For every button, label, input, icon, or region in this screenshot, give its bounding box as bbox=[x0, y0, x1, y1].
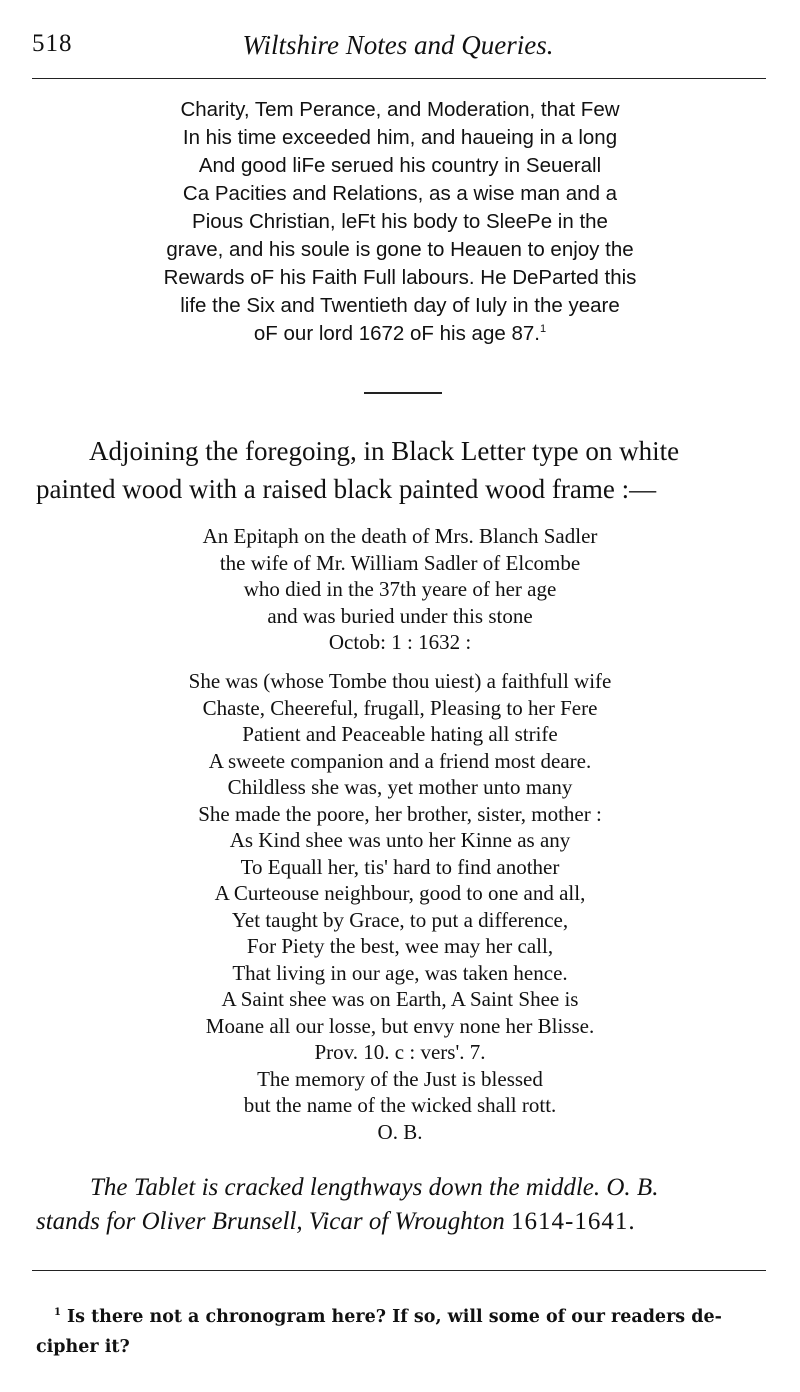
note-line-text: stands for Oliver Brunsell, Vicar of Wroughton bbox=[36, 1208, 511, 1235]
section-divider bbox=[364, 392, 442, 394]
footnote-line: cipher it? bbox=[36, 1337, 130, 1357]
page-header bbox=[32, 26, 764, 66]
inscription-line: Charity, Tem Perance, and Moderation, that Few bbox=[180, 98, 620, 121]
verse-line: Moane all our losse, but envy none her Blisse. bbox=[205, 1013, 595, 1038]
inscription-line: Ca Pacities and Relations, as a wise man and a bbox=[182, 182, 618, 205]
note-line bbox=[36, 1205, 770, 1239]
note-dates: 1614-1641. bbox=[511, 1208, 636, 1235]
verse-line: A Curteouse neighbour, good to one and all, bbox=[214, 881, 586, 905]
footnote-rule bbox=[32, 1270, 766, 1271]
verse-line: That living in our age, was taken hence. bbox=[232, 960, 568, 985]
intro-line: Adjoining the foregoing, in Black Letter type on white bbox=[89, 436, 680, 466]
inscription-line: grave, and his soule is gone to Heauen to enjoy the bbox=[166, 238, 634, 261]
note-line: The Tablet is cracked lengthways down the middle. O. B. bbox=[90, 1174, 659, 1201]
page-number: 518 bbox=[32, 30, 73, 57]
inscription-line: Pious Christian, leFt his body to SleePe in the bbox=[192, 210, 608, 233]
running-title: Wiltshire Notes and Queries. bbox=[242, 30, 554, 60]
verse-line: Patient and Peaceable hating all strife bbox=[242, 722, 558, 746]
inscription-last-line-text: oF our lord 1672 oF his age 87. bbox=[253, 322, 540, 345]
epitaph-verse bbox=[0, 668, 800, 1145]
epitaph-initials: O. B. bbox=[377, 1119, 423, 1144]
inscription-line: And good liFe serued his country in Seuerall bbox=[198, 154, 602, 177]
verse-line: As Kind shee was unto her Kinne as any bbox=[229, 828, 571, 852]
inscription-line: In his time exceeded him, and haueing in a long bbox=[182, 126, 618, 149]
intro-line: painted wood with a raised black painted wood frame :— bbox=[36, 474, 657, 504]
verse-line: She was (whose Tombe thou uiest) a faithfull wife bbox=[188, 669, 612, 693]
verse-line: Chaste, Cheereful, frugall, Pleasing to her Fere bbox=[202, 695, 598, 720]
inscription-line: Rewards oF his Faith Full labours. He DeParted this bbox=[163, 266, 637, 289]
header-rule bbox=[32, 78, 766, 79]
verse-line: She made the poore, her brother, sister, mother : bbox=[198, 801, 602, 826]
editorial-note bbox=[36, 1171, 770, 1239]
scripture-reference: Prov. 10. c : vers'. 7. bbox=[314, 1040, 486, 1064]
epitaph-heading-line: and was buried under this stone bbox=[267, 603, 533, 628]
verse-line: A sweete companion and a friend most deare. bbox=[208, 748, 592, 773]
footnote-marker: 1 bbox=[54, 1307, 61, 1319]
footnote bbox=[36, 1302, 770, 1362]
epitaph-heading-line: the wife of Mr. William Sadler of Elcombe bbox=[219, 550, 581, 575]
verse-line: To Equall her, tis' hard to find another bbox=[240, 854, 560, 879]
verse-line: Yet taught by Grace, to put a difference, bbox=[231, 907, 569, 932]
epitaph-heading bbox=[0, 523, 800, 656]
verse-line: For Piety the best, wee may her call, bbox=[246, 934, 554, 958]
footnote-line-text: Is there not a chronogram here? If so, will some of our readers de- bbox=[66, 1307, 722, 1327]
intro-paragraph bbox=[36, 432, 772, 508]
verse-line: Childless she was, yet mother unto many bbox=[227, 775, 573, 799]
verse-line: The memory of the Just is blessed bbox=[257, 1066, 543, 1091]
verse-line: but the name of the wicked shall rott. bbox=[243, 1093, 557, 1117]
inscription-text bbox=[0, 96, 800, 348]
epitaph-date: Octob: 1 : 1632 : bbox=[328, 630, 472, 654]
footnote-reference: 1 bbox=[539, 323, 547, 336]
epitaph-heading-line: An Epitaph on the death of Mrs. Blanch Sadler bbox=[202, 524, 598, 548]
footnote-line bbox=[36, 1302, 770, 1332]
inscription-line: life the Six and Twentieth day of Iuly in the yeare bbox=[180, 294, 620, 317]
epitaph-heading-line: who died in the 37th yeare of her age bbox=[243, 577, 557, 601]
verse-line: A Saint shee was on Earth, A Saint Shee is bbox=[221, 987, 579, 1011]
inscription-last-line bbox=[0, 320, 800, 348]
